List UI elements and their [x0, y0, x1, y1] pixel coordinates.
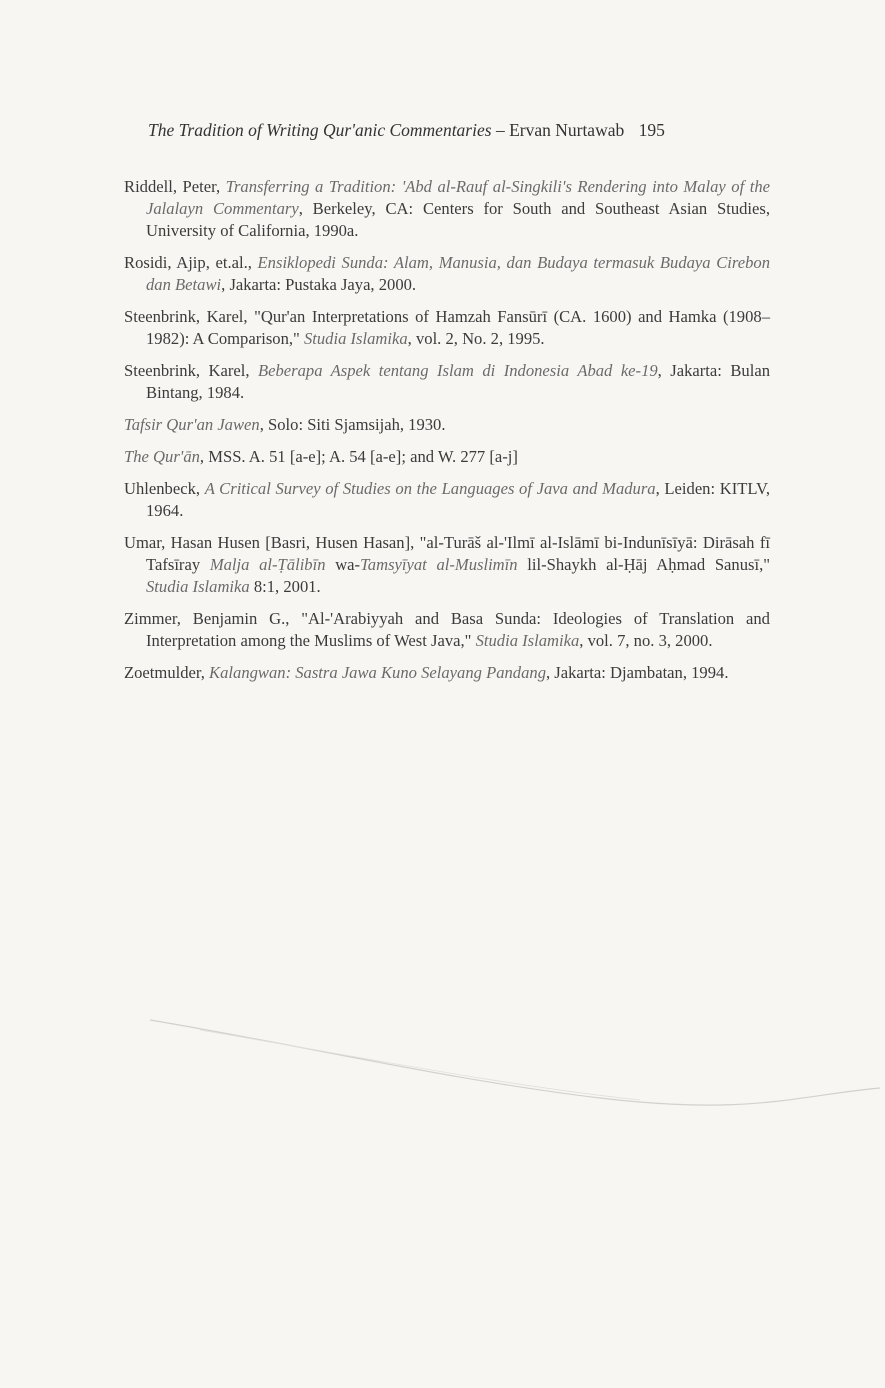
reference-entry-riddell: Riddell, Peter, Transferring a Tradition: 'Abd al-Rauf al-Singkili's Rendering into Malay of the Jalalayn Commentary, Berkeley, CA: Centers for South and Southeast Asian Studies, University of California, 1990a. [124, 177, 770, 240]
reference-entry-steenbrink-1984: Steenbrink, Karel, Beberapa Aspek tentang Islam di Indonesia Abad ke-19, Jakarta: Bulan Bintang, 1984. [124, 361, 770, 402]
reference-entry-rosidi: Rosidi, Ajip, et.al., Ensiklopedi Sunda: Alam, Manusia, dan Budaya termasuk Budaya Cirebon dan Betawi, Jakarta: Pustaka Jaya, 2000. [124, 253, 770, 294]
running-author: – Ervan Nurtawab [495, 120, 625, 140]
reference-list [124, 176, 770, 694]
page-number: 195 [638, 120, 665, 140]
reference-entry-steenbrink-1995: Steenbrink, Karel, "Qur'an Interpretations of Hamzah Fansūrī (CA. 1600) and Hamka (1908–1982): A Comparison," Studia Islamika, vol. 2, No. 2, 1995. [124, 307, 770, 348]
reference-entry-zimmer: Zimmer, Benjamin G., "Al-'Arabiyyah and Basa Sunda: Ideologies of Translation and Interpretation among the Muslims of West Java," Studia Islamika, vol. 7, no. 3, 2000. [124, 609, 770, 650]
reference-entry-uhlenbeck: Uhlenbeck, A Critical Survey of Studies on the Languages of Java and Madura, Leiden: KITLV, 1964. [124, 479, 770, 520]
running-head [148, 120, 768, 141]
scan-artifact-line [0, 1000, 885, 1120]
reference-entry-tafsir-jawen: Tafsir Qur'an Jawen, Solo: Siti Sjamsijah, 1930. [124, 415, 446, 434]
reference-entry-umar: Umar, Hasan Husen [Basri, Husen Hasan], "al-Turāš al-'Ilmī al-Islāmī bi-Indunīsīyā: Dirāsah fī Tafsīray Malja al-Ṭālibīn wa-Tamsyīyat al-Muslimīn lil-Shaykh al-Ḥāj Aḥmad Sanusī," Studia Islamika 8:1, 2001. [124, 533, 770, 596]
reference-entry-zoetmulder: Zoetmulder, Kalangwan: Sastra Jawa Kuno Selayang Pandang, Jakarta: Djambatan, 1994. [124, 663, 729, 682]
running-title: The Tradition of Writing Qur'anic Commentaries [148, 120, 492, 140]
reference-entry-quran-mss: The Qur'ān, MSS. A. 51 [a-e]; A. 54 [a-e]; and W. 277 [a-j] [124, 447, 518, 466]
